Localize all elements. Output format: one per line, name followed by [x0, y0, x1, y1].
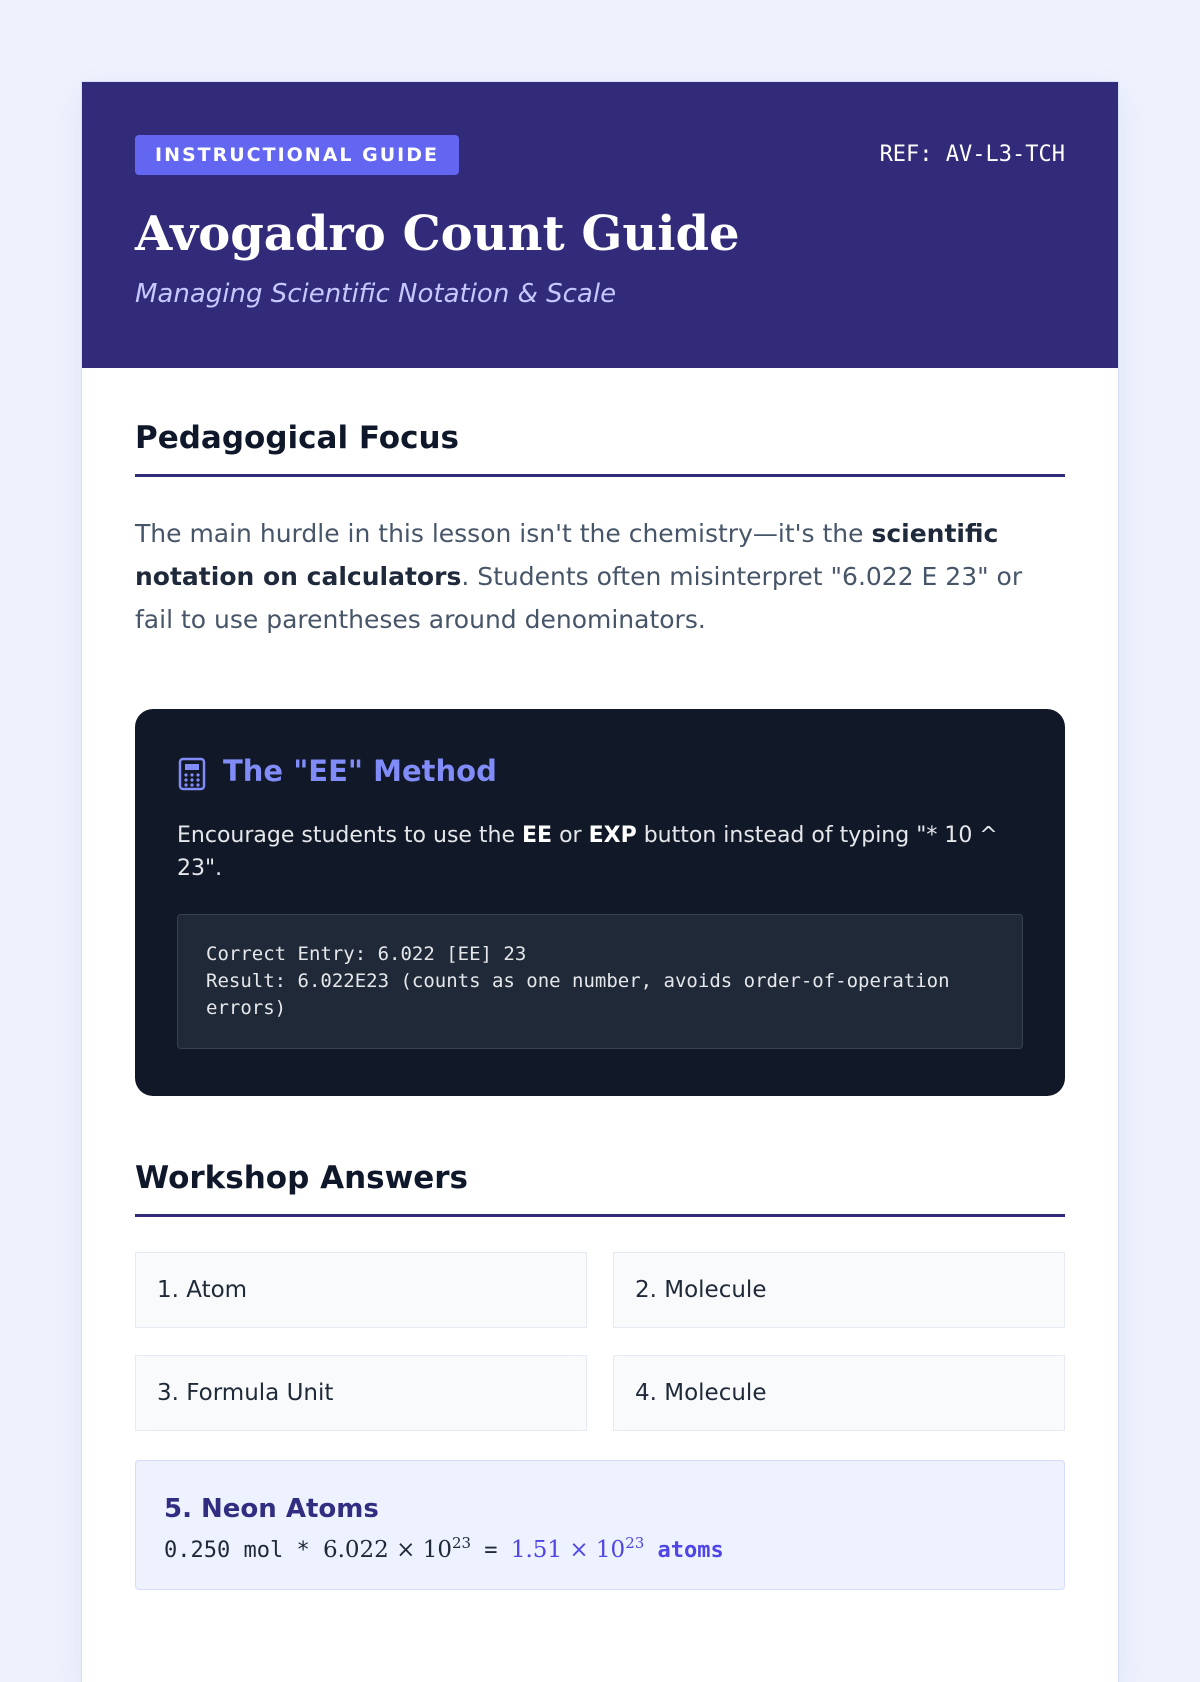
neon-atoms-equation: [164, 1532, 724, 1569]
equals-sign: =: [471, 1538, 511, 1563]
result-exponent: 23: [625, 1534, 645, 1552]
exp-button-label: EXP: [588, 823, 637, 848]
reference-code: REF: AV-L3-TCH: [879, 142, 1065, 167]
answer-item: 4. Molecule: [613, 1355, 1065, 1431]
ee-method-panel: [135, 709, 1065, 1096]
workshop-answers-heading: Workshop Answers: [135, 1156, 1065, 1217]
mole-quantity: 0.250 mol *: [164, 1538, 323, 1563]
focus-text-detail: . Students often misinterpret "6.022 E 23" or fail to use parentheses around denominators.: [135, 562, 1023, 634]
ee-method-text: [177, 819, 1007, 885]
avogadro-constant: [322, 1534, 472, 1563]
calculator-entry-example: [177, 914, 1023, 1049]
page-title: Avogadro Count Guide: [135, 206, 740, 262]
page-subtitle: Managing Scientific Notation & Scale: [135, 279, 617, 309]
guide-type-badge: INSTRUCTIONAL GUIDE: [135, 135, 459, 175]
guide-header: [82, 82, 1118, 368]
atoms-unit: atoms: [644, 1538, 724, 1563]
avogadro-exponent: 23: [451, 1534, 472, 1552]
guide-card: [82, 82, 1118, 1682]
ee-method-title: The "EE" Method: [223, 754, 497, 788]
avogadro-base: 6.022 × 10: [322, 1537, 452, 1563]
neon-atom-count: [510, 1534, 645, 1563]
pedagogical-focus-text: [135, 512, 1065, 641]
correct-entry-line: Correct Entry: 6.022 [EE] 23: [206, 943, 527, 965]
focus-text-intro: The main hurdle in this lesson isn't the chemistry—it's the: [135, 519, 872, 548]
neon-atoms-title: 5. Neon Atoms: [164, 1494, 379, 1524]
ee-button-label: EE: [522, 823, 553, 848]
answer-item: 1. Atom: [135, 1252, 587, 1328]
pedagogical-focus-heading: Pedagogical Focus: [135, 416, 1065, 477]
focus-text-emphasis: scientific notation on calculators: [135, 519, 999, 591]
result-line: Result: 6.022E23 (counts as one number, avoids order-of-operation errors): [206, 970, 950, 1019]
neon-atoms-answer: [135, 1460, 1065, 1590]
ee-text-connector: or: [552, 823, 589, 848]
ee-text-detail: button instead of typing "* 10 ^ 23".: [177, 823, 998, 881]
result-base: 1.51 × 10: [510, 1537, 626, 1563]
calculator-icon: [177, 757, 207, 791]
ee-text-intro: Encourage students to use the: [177, 823, 523, 848]
answer-item: 2. Molecule: [613, 1252, 1065, 1328]
answer-item: 3. Formula Unit: [135, 1355, 587, 1431]
